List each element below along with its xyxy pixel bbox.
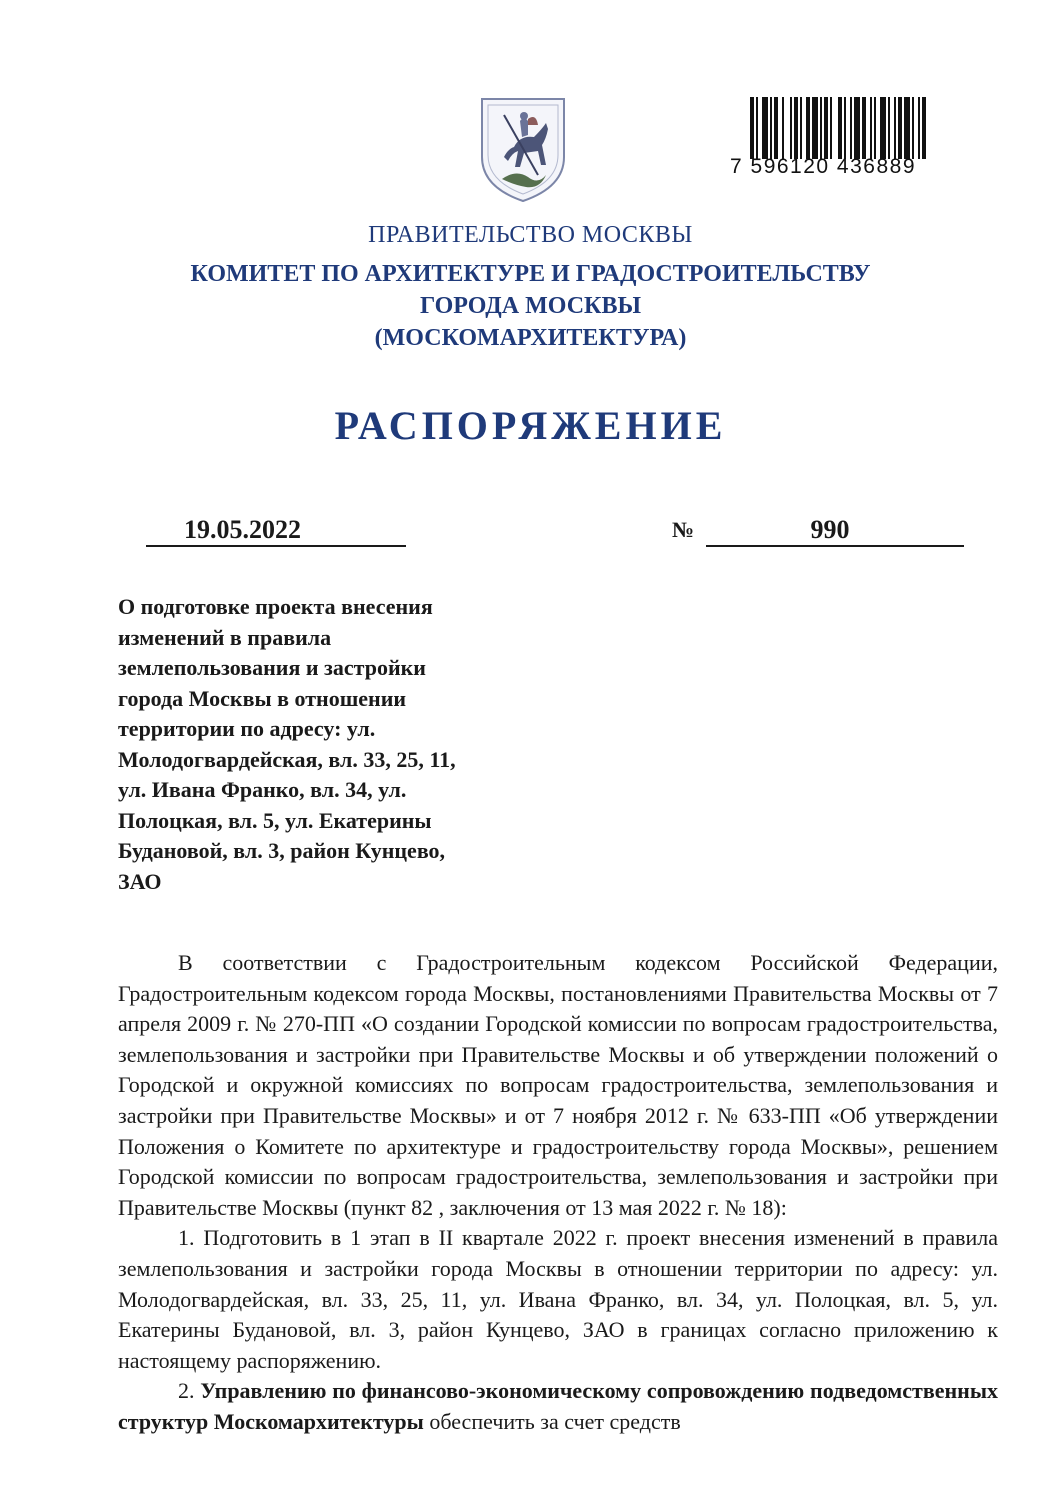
document-date: 19.05.2022 xyxy=(146,515,406,547)
subject-line: территории по адресу: ул. xyxy=(118,716,376,741)
subject-line: Полоцкая, вл. 5, ул. Екатерины xyxy=(118,807,432,833)
committee-line-1: КОМИТЕТ ПО АРХИТЕКТУРЕ И ГРАДОСТРОИТЕЛЬСТВУ xyxy=(190,261,871,287)
committee-line-2: ГОРОДА МОСКВЫ xyxy=(419,293,642,319)
subject-line: Будановой, вл. 3, район Кунцево, xyxy=(118,838,446,863)
subject-line: ЗАО xyxy=(118,868,162,894)
subject-line: Молодогвардейская, вл. 33, 25, 11, xyxy=(118,746,456,772)
preamble-paragraph: В соответствии с Градостроительным кодексом Российской Федерации, Градостроительным кодексом города Москвы, постановлениями Правительства Москвы от 7 апреля 2009 г. № 270-ПП «О создании Городской комиссии по вопросам градостроительства, землепользования и застройки при Правительстве Москвы и об утверждении положений о Городской и окружной комиссиях по вопросам градостроительства, землепользования и застройки при Правительстве Москвы» и от 7 ноября 2012 г. № 633-ПП «Об утверждении Положения о Комитете по архитектуре и градостроительству города Москвы», решением Городской комиссии по вопросам градостроительства, землепользования и застройки при Правительстве Москвы (пункт 82 , заключения от 13 мая 2022 г. № 18): xyxy=(118,950,998,1220)
subject-line: города Москвы в отношении xyxy=(118,685,407,711)
item-2-paragraph xyxy=(118,1376,998,1437)
document-number: 990 xyxy=(706,515,964,547)
document-body xyxy=(118,948,998,1438)
item-1-paragraph: 1. Подготовить в 1 этап в II квартале 2022 г. проект внесения изменений в правила землепользования и застройки города Москвы в отношении территории по адресу: ул. Молодогвардейская, вл. 33, 25, 11, ул. Ивана Франко, вл. 34, ул. Полоцкая, вл. 5, ул. Екатерины Будановой, вл. 3, район Кунцево, ЗАО в границах согласно приложению к настоящему распоряжению. xyxy=(118,1225,998,1373)
committee-line-3: (МОСКОМАРХИТЕКТУРА) xyxy=(374,325,687,351)
subject-line: ул. Ивана Франко, вл. 34, ул. xyxy=(118,777,407,802)
barcode xyxy=(730,95,962,185)
number-label: № xyxy=(672,517,695,542)
item-2-responsible-unit: Управлению по финансово-экономическому сопровождению подведомственных структур Москомархитектуры xyxy=(118,1378,998,1434)
committee-name xyxy=(0,258,1061,354)
subject-line: землепользования и застройки xyxy=(118,655,426,680)
government-name: ПРАВИТЕЛЬСТВО МОСКВЫ xyxy=(368,222,693,248)
item-2-text: обеспечить за счет средств xyxy=(423,1408,681,1434)
item-2-number: 2. xyxy=(178,1378,201,1404)
subject-line: изменений в правила xyxy=(118,624,332,650)
document-subject xyxy=(118,592,518,897)
document-type-title: РАСПОРЯЖЕНИЕ xyxy=(334,403,727,448)
barcode-bars xyxy=(730,95,962,159)
barcode-number: 7 596120 436889 xyxy=(730,155,916,178)
moscow-coat-of-arms-icon xyxy=(476,95,570,205)
subject-line: О подготовке проекта внесения xyxy=(118,594,433,619)
